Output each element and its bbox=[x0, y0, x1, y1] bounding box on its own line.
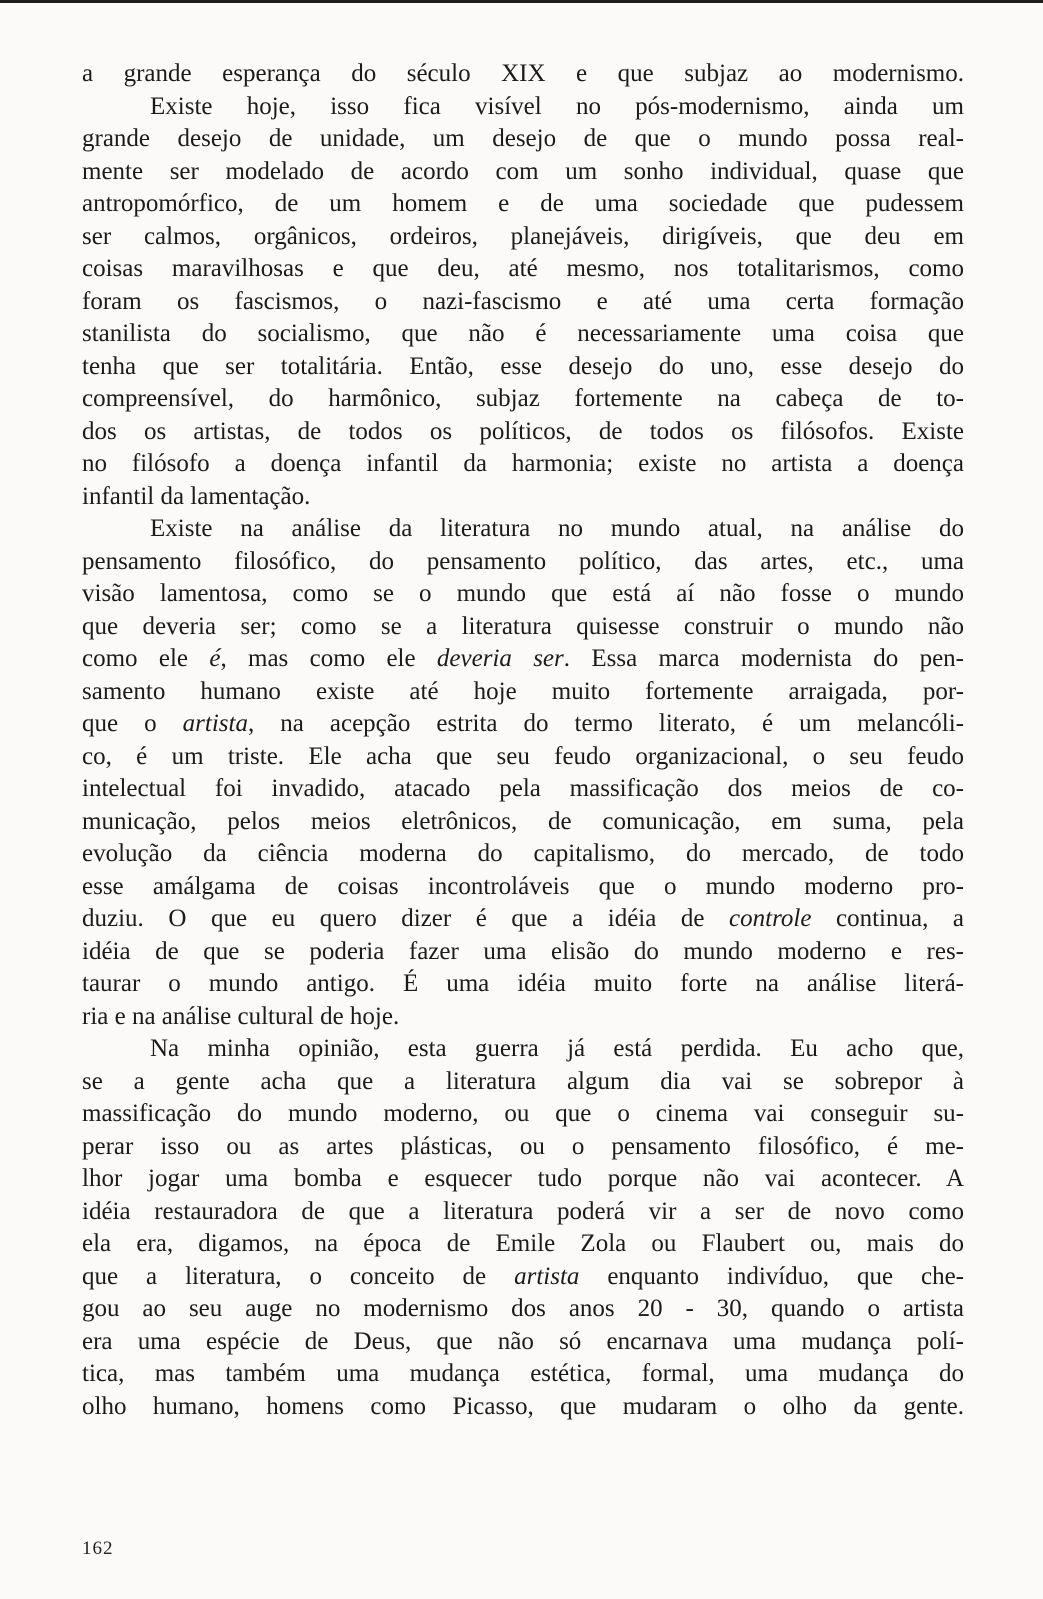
italic-text: controle bbox=[729, 905, 812, 932]
body-text bbox=[82, 58, 964, 1423]
text-line: stanilista do socialismo, que não é necessariamente uma coisa que bbox=[82, 320, 964, 347]
text-line: Existe hoje, isso fica visível no pós-modernismo, ainda um bbox=[150, 92, 964, 120]
text-line: era uma espécie de Deus, que não só encarnava uma mudança polí- bbox=[82, 1327, 964, 1355]
italic-text: deveria ser bbox=[436, 645, 564, 672]
text-line: grande desejo de unidade, um desejo de que o mundo possa real- bbox=[82, 125, 964, 152]
text-line: idéia restauradora de que a literatura poderá vir a ser de novo como bbox=[82, 1197, 964, 1225]
text-line: duziu. O que eu quero dizer é que a idéia de controle continua, a bbox=[82, 905, 964, 932]
text-line: idéia de que se poderia fazer uma elisão do mundo moderno e res- bbox=[82, 937, 964, 965]
text-line: Existe na análise da literatura no mundo atual, na análise do bbox=[150, 515, 964, 542]
italic-text: é bbox=[209, 645, 221, 672]
page-number: 162 bbox=[82, 1538, 114, 1559]
text-line: Na minha opinião, esta guerra já está perdida. Eu acho que, bbox=[150, 1035, 964, 1062]
italic-text: artista bbox=[514, 1262, 580, 1290]
text-line: perar isso ou as artes plásticas, ou o pensamento filosófico, é me- bbox=[82, 1132, 964, 1160]
text-line: foram os fascismos, o nazi-fascismo e até uma certa formação bbox=[82, 287, 964, 315]
text-line: esse amálgama de coisas incontroláveis que o mundo moderno pro- bbox=[82, 872, 964, 900]
paragraph bbox=[82, 58, 964, 91]
page-top-rule bbox=[0, 0, 1043, 3]
text-line: ria e na análise cultural de hoje. bbox=[82, 1002, 400, 1030]
italic-text: artista bbox=[182, 710, 248, 737]
text-line: que deveria ser; como se a literatura quisesse construir o mundo não bbox=[82, 612, 964, 640]
text-line: evolução da ciência moderna do capitalismo, do mercado, de todo bbox=[82, 840, 964, 867]
text-line: tica, mas também uma mudança estética, formal, uma mudança do bbox=[82, 1360, 964, 1387]
text-line: dos os artistas, de todos os políticos, de todos os filósofos. Existe bbox=[82, 417, 964, 445]
text-line: pensamento filosófico, do pensamento político, das artes, etc., uma bbox=[82, 547, 964, 575]
text-line: mente ser modelado de acordo com um sonho individual, quase que bbox=[82, 157, 964, 185]
text-line: lhor jogar uma bomba e esquecer tudo porque não vai acontecer. A bbox=[82, 1165, 964, 1192]
text-line: compreensível, do harmônico, subjaz fortemente na cabeça de to- bbox=[82, 385, 964, 412]
text-line: no filósofo a doença infantil da harmonia; existe no artista a doença bbox=[82, 450, 964, 477]
text-line: ser calmos, orgânicos, ordeiros, planejáveis, dirigíveis, que deu em bbox=[82, 222, 964, 250]
text-line: taurar o mundo antigo. É uma idéia muito forte na análise literá- bbox=[82, 970, 964, 997]
text-line: intelectual foi invadido, atacado pela massificação dos meios de co- bbox=[82, 775, 964, 802]
text-line: visão lamentosa, como se o mundo que está aí não fosse o mundo bbox=[82, 580, 964, 607]
text-line: a grande esperança do século XIX e que subjaz ao modernismo. bbox=[82, 60, 964, 87]
text-line: que a literatura, o conceito de artista enquanto indivíduo, que che- bbox=[82, 1262, 964, 1290]
paragraph bbox=[82, 91, 964, 514]
text-line: samento humano existe até hoje muito fortemente arraigada, por- bbox=[82, 677, 964, 705]
text-line: co, é um triste. Ele acha que seu feudo organizacional, o seu feudo bbox=[82, 742, 964, 770]
text-line: antropomórfico, de um homem e de uma sociedade que pudessem bbox=[82, 190, 964, 217]
text-line: olho humano, homens como Picasso, que mudaram o olho da gente. bbox=[82, 1392, 964, 1420]
text-line: que o artista, na acepção estrita do termo literato, é um melancóli- bbox=[82, 710, 964, 737]
paragraph bbox=[82, 1033, 964, 1423]
text-line: massificação do mundo moderno, ou que o cinema vai conseguir su- bbox=[82, 1100, 964, 1127]
text-line: como ele é, mas como ele deveria ser. Essa marca modernista do pen- bbox=[82, 645, 965, 672]
text-line: municação, pelos meios eletrônicos, de comunicação, em suma, pela bbox=[82, 807, 964, 835]
text-line: coisas maravilhosas e que deu, até mesmo, nos totalitarismos, como bbox=[82, 255, 964, 282]
text-line: ela era, digamos, na época de Emile Zola ou Flaubert ou, mais do bbox=[82, 1230, 964, 1257]
paragraph bbox=[82, 513, 964, 1033]
text-line: infantil da lamentação. bbox=[82, 482, 311, 510]
text-line: tenha que ser totalitária. Então, esse desejo do uno, esse desejo do bbox=[82, 352, 964, 380]
text-line: gou ao seu auge no modernismo dos anos 20 - 30, quando o artista bbox=[82, 1295, 964, 1322]
text-line: se a gente acha que a literatura algum dia vai se sobrepor à bbox=[82, 1067, 964, 1095]
